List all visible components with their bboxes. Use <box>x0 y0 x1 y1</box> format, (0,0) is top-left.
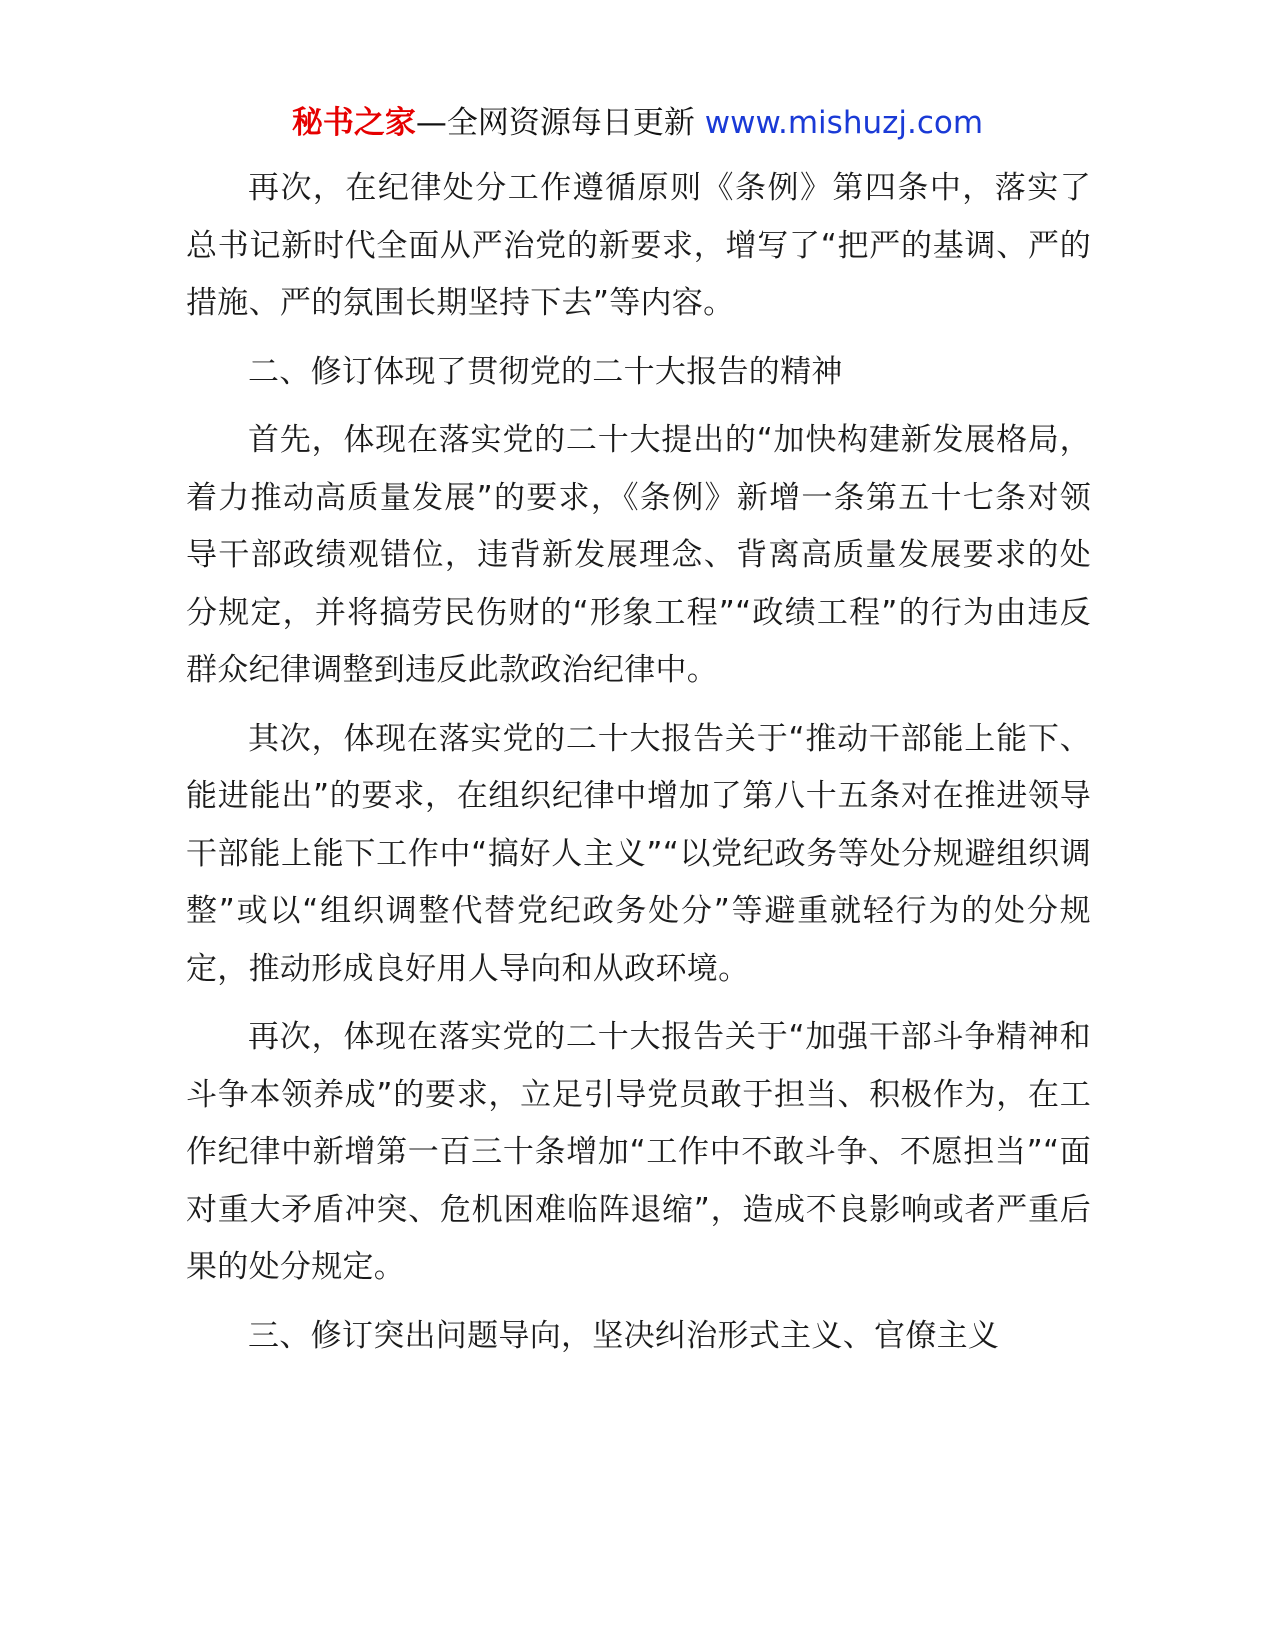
header-tagline: —全网资源每日更新 <box>415 105 695 141</box>
paragraph-first-point: 首先，体现在落实党的二十大提出的“加快构建新发展格局，着力推动高质量发展”的要求，《条例》新增一条第五十七条对领导干部政绩观错位，违背新发展理念、背离高质量发展要求的处分规定，并将搞劳民伤财的“形象工程”“政绩工程”的行为由违反群众纪律调整到违反此款政治纪律中。 <box>186 422 1091 688</box>
section-heading-three: 三、修订突出问题导向，坚决纠治形式主义、官僚主义 <box>248 1317 1000 1354</box>
paragraph-second-point: 其次，体现在落实党的二十大报告关于“推动干部能上能下、能进能出”的要求，在组织纪律中增加了第八十五条对在推进领导干部能上能下工作中“搞好人主义”“以党纪政务等处分规避组织调整”或以“组织调整代替党纪政务处分”等避重就轻行为的处分规定，推动形成良好用人导向和从政环境。 <box>186 720 1091 987</box>
document-body <box>186 160 1091 1376</box>
section-heading-two: 二、修订体现了贯彻党的二十大报告的精神 <box>248 353 843 390</box>
brand-name: 秘书之家 <box>291 105 416 141</box>
header-url[interactable]: www.mishuzj.com <box>704 105 984 141</box>
paragraph-third-point: 再次，体现在落实党的二十大报告关于“加强干部斗争精神和斗争本领养成”的要求，立足引导党员敢于担当、积极作为，在工作纪律中新增第一百三十条增加“工作中不敢斗争、不愿担当”“面对重大矛盾冲突、危机困难临阵退缩”，造成不良影响或者严重后果的处分规定。 <box>186 1019 1091 1285</box>
page-header <box>0 101 1275 145</box>
paragraph-intro: 再次，在纪律处分工作遵循原则《条例》第四条中，落实了总书记新时代全面从严治党的新要求，增写了“把严的基调、严的措施、严的氛围长期坚持下去”等内容。 <box>186 170 1091 321</box>
